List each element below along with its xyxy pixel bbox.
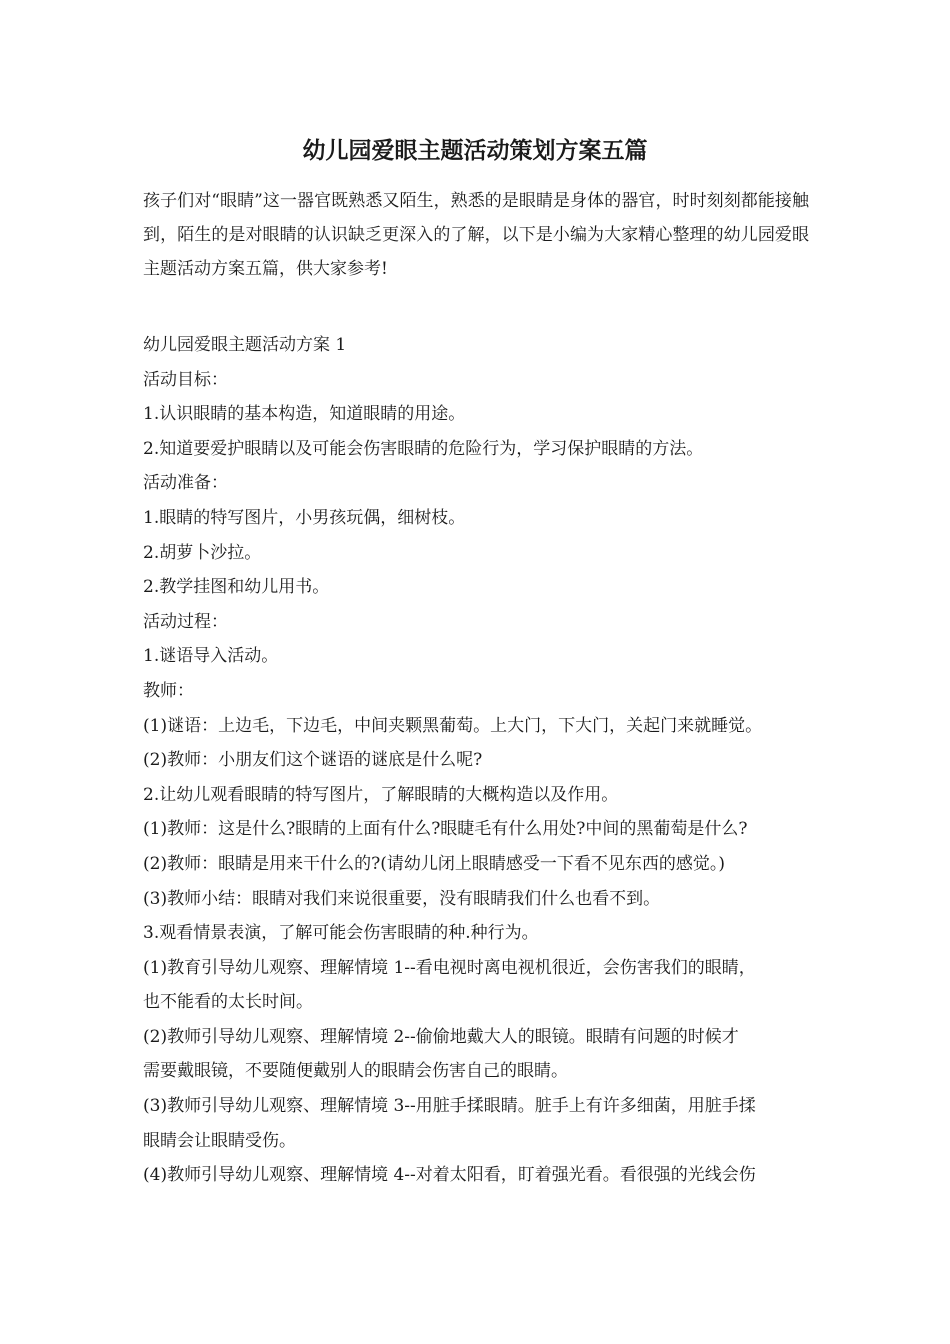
body-line: 教师： [143, 680, 194, 701]
body-line: (2)教师引导幼儿观察、理解情境 2--偷偷地戴大人的眼镜。眼睛有问题的时候才 [143, 1026, 739, 1047]
body-line: (1)教育引导幼儿观察、理解情境 1--看电视时离电视机很近，会伤害我们的眼睛， [143, 957, 756, 978]
body-line: 1.谜语导入活动。 [143, 646, 279, 667]
document-title: 幼儿园爱眼主题活动策划方案五篇 [302, 137, 648, 164]
intro-paragraph: 孩子们对“眼睛”这一器官既熟悉又陌生，熟悉的是眼睛是身体的器官，时时刻刻都能接触到，陌生的是对眼睛的认识缺乏更深入的了解，以下是小编为大家精心整理的幼儿园爱眼主题活动方案五篇，供大家参考! [143, 191, 809, 279]
body-line: 1.眼睛的特写图片，小男孩玩偶，细树枝。 [143, 507, 466, 528]
body-line: 幼儿园爱眼主题活动方案 1 [143, 335, 347, 355]
body-line: 需要戴眼镜，不要随便戴别人的眼睛会伤害自己的眼睛。 [143, 1061, 568, 1082]
body-line: 3.观看情景表演，了解可能会伤害眼睛的种.种行为。 [143, 923, 539, 944]
body-line: (1)谜语：上边毛，下边毛，中间夹颗黑葡萄。上大门，下大门，关起门来就睡觉。 [143, 715, 763, 736]
body-line: (3)教师引导幼儿观察、理解情境 3--用脏手揉眼睛。脏手上有许多细菌，用脏手揉 [143, 1096, 756, 1117]
body-text [143, 328, 813, 1193]
body-line: (2)教师：小朋友们这个谜语的谜底是什么呢? [143, 750, 483, 771]
body-line: (3)教师小结：眼睛对我们来说很重要，没有眼睛我们什么也看不到。 [143, 888, 661, 909]
body-line: (2)教师：眼睛是用来干什么的?(请幼儿闭上眼睛感受一下看不见东西的感觉。) [143, 853, 725, 874]
body-line: 2.教学挂图和幼儿用书。 [143, 577, 330, 598]
body-line: 2.知道要爱护眼睛以及可能会伤害眼睛的危险行为，学习保护眼睛的方法。 [143, 438, 704, 459]
body-line: 2.让幼儿观看眼睛的特写图片，了解眼睛的大概构造以及作用。 [143, 784, 619, 805]
body-line: 眼睛会让眼睛受伤。 [143, 1130, 296, 1151]
body-line: (1)教师：这是什么?眼睛的上面有什么?眼睫毛有什么用处?中间的黑葡萄是什么? [143, 819, 748, 840]
body-line: (4)教师引导幼儿观察、理解情境 4--对着太阳看，盯着强光看。看很强的光线会伤 [143, 1165, 756, 1186]
body-line: 活动准备： [143, 473, 228, 494]
body-line: 活动过程： [143, 611, 228, 632]
body-line: 1.认识眼睛的基本构造，知道眼睛的用途。 [143, 404, 466, 425]
body-line: 2.胡萝卜沙拉。 [143, 542, 262, 563]
body-line: 活动目标： [143, 369, 228, 390]
body-line: 也不能看的太长时间。 [143, 992, 313, 1013]
